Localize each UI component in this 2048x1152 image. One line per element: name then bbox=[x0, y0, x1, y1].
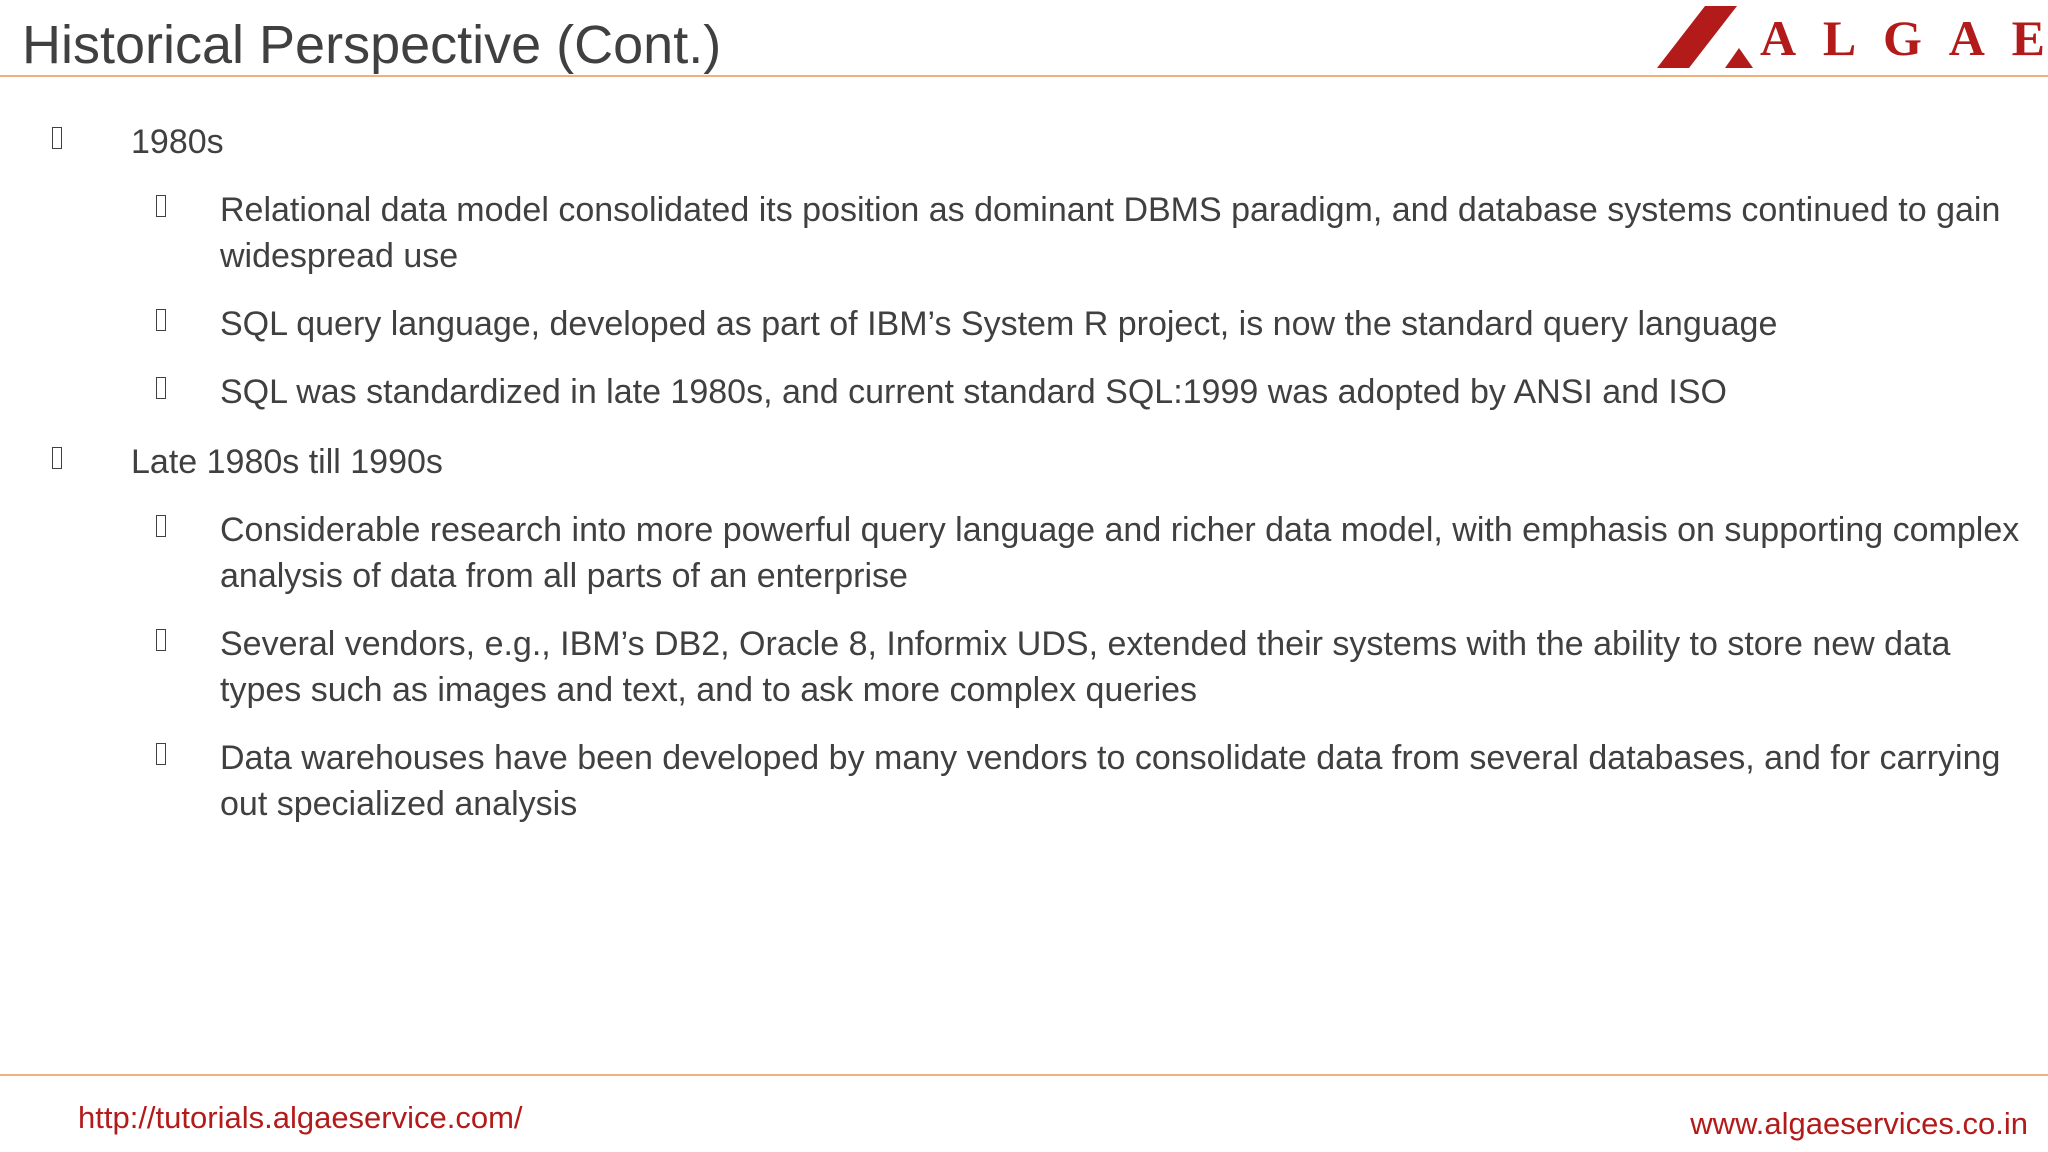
bullet-square-icon bbox=[156, 377, 166, 399]
bullet-square-icon bbox=[52, 447, 62, 469]
bullet-text: 1980s bbox=[131, 123, 224, 161]
logo-wordmark bbox=[1760, 10, 2045, 66]
bullet-text: Data warehouses have been developed by many vendors to consolidate data from several databases, and for carrying out specialized analysis bbox=[220, 739, 2001, 823]
bullet-square-icon bbox=[156, 515, 166, 537]
bullet-text: SQL query language, developed as part of IBM’s System R project, is now the standard query language bbox=[220, 305, 1778, 343]
bullet-square-icon bbox=[52, 127, 62, 149]
footer-tutorials-link[interactable]: http://tutorials.algaeservice.com/ bbox=[78, 1100, 523, 1135]
logo-letter: L bbox=[1822, 10, 1857, 66]
bullet-text: Relational data model consolidated its position as dominant DBMS paradigm, and database systems continued to gain widespread use bbox=[220, 191, 2001, 275]
logo-letter: G bbox=[1883, 10, 1922, 66]
bullet-text: Considerable research into more powerful query language and richer data model, with emphasis on supporting complex analysis of data from all parts of an enterprise bbox=[220, 511, 2020, 595]
algae-logo bbox=[1655, 2, 2045, 74]
title-divider bbox=[0, 75, 2048, 77]
bullet-square-icon bbox=[156, 629, 166, 651]
logo-letter: A bbox=[1760, 10, 1797, 66]
bullet-square-icon bbox=[156, 195, 166, 217]
slide-title: Historical Perspective (Cont.) bbox=[22, 15, 722, 75]
bullet-square-icon bbox=[156, 743, 166, 765]
bullet-square-icon bbox=[156, 309, 166, 331]
bullet-text: SQL was standardized in late 1980s, and current standard SQL:1999 was adopted by ANSI and ISO bbox=[220, 373, 1728, 411]
footer-website-link[interactable]: www.algaeservices.co.in bbox=[1690, 1106, 2028, 1141]
logo-triangles-icon bbox=[1655, 2, 1765, 74]
bullet-text: Late 1980s till 1990s bbox=[131, 443, 443, 481]
bullet-text: Several vendors, e.g., IBM’s DB2, Oracle 8, Informix UDS, extended their systems with the ability to store new data types such as images and text, and to ask more complex queries bbox=[220, 625, 1951, 709]
logo-letter: E bbox=[2011, 10, 2045, 66]
logo-letter: A bbox=[1948, 10, 1985, 66]
footer-divider bbox=[0, 1074, 2048, 1076]
